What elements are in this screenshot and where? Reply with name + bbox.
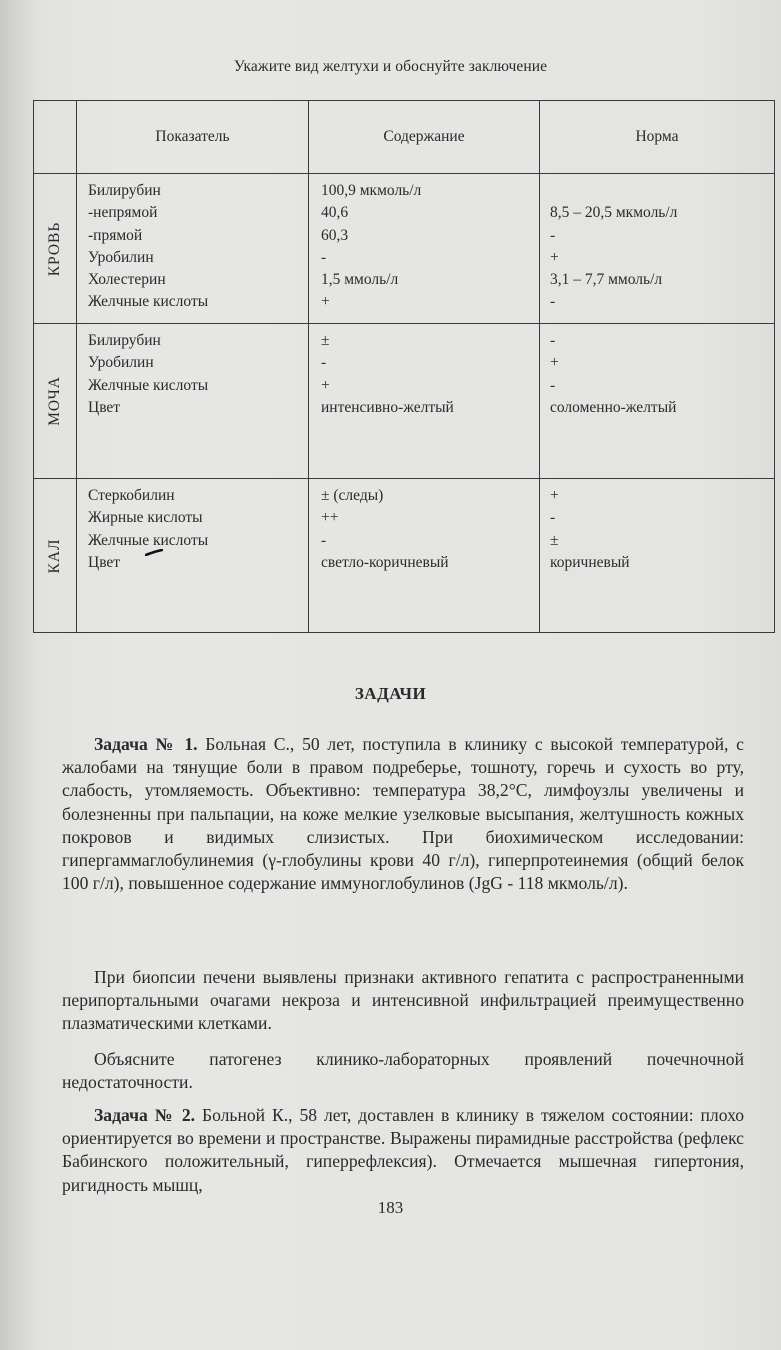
content-value: + <box>321 376 330 394</box>
norm-cell <box>540 479 775 633</box>
content-value: светло-коричневый <box>321 553 449 571</box>
content-value: 1,5 ммоль/л <box>321 271 399 289</box>
indicator: -прямой <box>88 226 143 244</box>
content-value: 60,3 <box>321 226 349 244</box>
norm-value: + <box>550 487 559 504</box>
indicators-cell <box>77 479 309 633</box>
header-norm: Норма <box>540 101 775 174</box>
norm-value: + <box>550 354 559 372</box>
header-blank-cell <box>34 101 77 174</box>
indicator: Цвет <box>88 398 121 416</box>
content-value: 100,9 мкмоль/л <box>321 182 422 199</box>
indicator: Холестерин <box>88 271 166 289</box>
indicator: Жирные кислоты <box>88 509 203 527</box>
group-label-feces: КАЛ <box>34 479 77 633</box>
group-label-blood: КРОВЬ <box>34 174 77 324</box>
task-2-label: Задача № 2. <box>94 1105 196 1125</box>
content-value: интенсивно-желтый <box>321 398 454 416</box>
content-cell <box>309 174 540 324</box>
indicators-cell <box>77 324 309 479</box>
indicator: Желчные кислоты <box>88 531 209 549</box>
page-number: 183 <box>377 1198 404 1217</box>
indicator: Уробилин <box>88 248 154 266</box>
indicator: Стеркобилин <box>88 487 175 504</box>
indicator: Билирубин <box>88 182 161 199</box>
content-cell <box>309 324 540 479</box>
table-row <box>34 324 775 479</box>
task-1-label: Задача № 1. <box>94 734 198 754</box>
task-2-text: Больной К., 58 лет, доставлен в клинику в тяжелом состоянии: плохо ориентируется во времени и пространстве. Выражены пирамидные расстройства (рефлекс Бабинского положительный, гиперрефлексия). Отмечается мышечная гипертония, ригидность мышц, <box>62 1105 744 1195</box>
indicator: Цвет <box>88 553 121 571</box>
task-1-paragraph <box>62 733 744 895</box>
norm-value: - <box>550 376 556 394</box>
content-value: ++ <box>321 509 339 527</box>
content-value: 40,6 <box>321 204 349 222</box>
norm-value <box>550 180 774 202</box>
content-value: - <box>321 531 327 549</box>
table-header-row <box>34 101 775 174</box>
task-2-paragraph <box>62 1104 744 1197</box>
header-indicator: Показатель <box>77 101 309 174</box>
norm-cell <box>540 174 775 324</box>
norm-value: ± <box>550 531 559 549</box>
norm-value: 8,5 – 20,5 мкмоль/л <box>550 204 678 222</box>
norm-value: 3,1 – 7,7 ммоль/л <box>550 271 663 289</box>
content-cell <box>309 479 540 633</box>
section-title: ЗАДАЧИ <box>354 684 427 703</box>
norm-value: - <box>550 226 556 244</box>
table-caption: Укажите вид желтухи и обоснуйте заключение <box>233 58 548 75</box>
task-1-text: Больная С., 50 лет, поступила в клинику с высокой температурой, с жалобами на тянущие боли в правом подреберье, тошноту, горечь и сухость во рту, слабость, утомляемость. Объективно: температура 38,2°С, лимфоузлы увеличены и болезненны при пальпации, на коже мелкие узелковые высыпания, желтушность кожных покровов и видимых слизистых. При биохимическом исследовании: гипергаммаглобулинемия (γ-глобулины крови 40 г/л), гиперпротеинемия (общий белок 100 г/л), повышенное содержание иммуноглобулинов (JgG - 118 мкмоль/л). <box>62 734 744 894</box>
table-row <box>34 174 775 324</box>
pen-mark <box>145 549 163 556</box>
indicator: Уробилин <box>88 354 154 372</box>
norm-value: - <box>550 332 556 349</box>
header-content: Содержание <box>309 101 540 174</box>
group-label-urine: МОЧА <box>34 324 77 479</box>
indicator: Билирубин <box>88 332 161 349</box>
content-value: - <box>321 248 327 266</box>
content-value: ± <box>321 332 330 349</box>
indicators-cell <box>77 174 309 324</box>
task-1-biopsy-paragraph: При биопсии печени выявлены признаки активного гепатита с распространенными перипортальными очагами некроза и интенсивной инфильтрацией преимущественно плазматическими клетками. <box>62 967 744 1034</box>
norm-value: - <box>550 509 556 527</box>
task-1-question-paragraph: Объясните патогенез клинико-лабораторных проявлений почечночной недостаточности. <box>62 1049 744 1093</box>
norm-value: коричневый <box>550 553 630 571</box>
indicator: Желчные кислоты <box>88 376 209 394</box>
indicator: Желчные кислоты <box>88 293 209 311</box>
content-value: - <box>321 354 327 372</box>
content-value: ± (следы) <box>321 487 384 504</box>
norm-cell <box>540 324 775 479</box>
norm-value: соломенно-желтый <box>550 398 677 416</box>
content-value: + <box>321 293 330 311</box>
indicator: -непрямой <box>88 204 158 222</box>
norm-value: - <box>550 293 556 311</box>
norm-value: + <box>550 248 559 266</box>
